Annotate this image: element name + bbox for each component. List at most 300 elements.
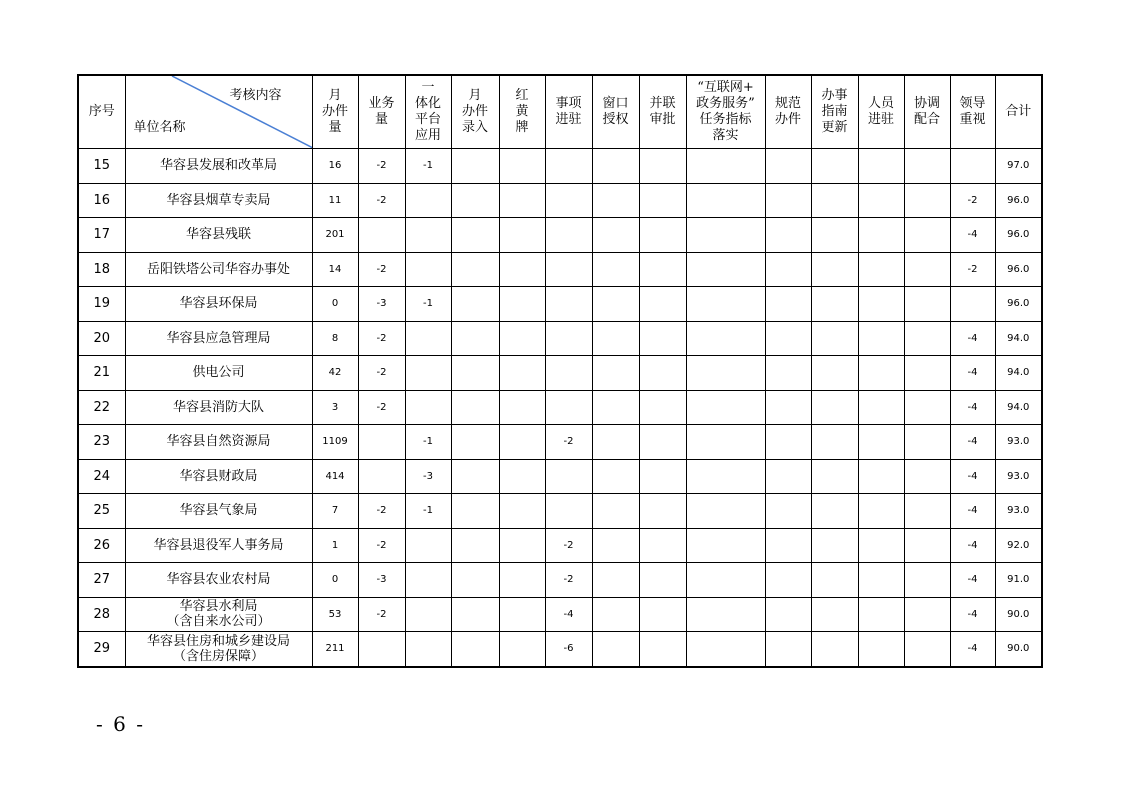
score-cell: 42 bbox=[312, 356, 358, 391]
score-cell bbox=[545, 390, 592, 425]
diagonal-line bbox=[126, 76, 313, 148]
row-index: 19 bbox=[78, 287, 125, 322]
score-cell bbox=[811, 321, 858, 356]
score-cell bbox=[858, 528, 904, 563]
column-header bbox=[995, 75, 1042, 149]
score-cell bbox=[451, 390, 499, 425]
diag-top-label: 考核内容 bbox=[229, 88, 282, 103]
score-cell bbox=[592, 390, 639, 425]
score-cell bbox=[639, 252, 686, 287]
score-cell: -2 bbox=[358, 356, 405, 391]
column-header-line: 黄 bbox=[515, 104, 529, 119]
score-cell bbox=[639, 356, 686, 391]
unit-name-line: 华容县环保局 bbox=[179, 296, 258, 312]
score-cell bbox=[904, 252, 950, 287]
row-index: 21 bbox=[78, 356, 125, 391]
score-cell bbox=[639, 425, 686, 460]
column-header-line: 协调 bbox=[913, 96, 940, 111]
total-cell: 94.0 bbox=[995, 356, 1042, 391]
column-header-line: “互联网+ bbox=[697, 80, 754, 95]
score-cell bbox=[765, 494, 811, 529]
score-cell: -4 bbox=[950, 425, 995, 460]
unit-name-line: 华容县发展和改革局 bbox=[159, 158, 277, 174]
score-cell bbox=[811, 597, 858, 632]
score-cell bbox=[639, 459, 686, 494]
score-cell: -3 bbox=[358, 287, 405, 322]
score-cell bbox=[686, 252, 765, 287]
score-cell bbox=[811, 425, 858, 460]
unit-name-cell bbox=[125, 425, 312, 460]
column-header-line: 量 bbox=[328, 120, 342, 135]
score-cell: -2 bbox=[358, 597, 405, 632]
unit-name-cell bbox=[125, 252, 312, 287]
score-cell bbox=[686, 321, 765, 356]
score-cell bbox=[405, 528, 451, 563]
unit-name-line: （含住房保障） bbox=[172, 648, 264, 664]
column-header bbox=[858, 75, 904, 149]
score-cell: -4 bbox=[950, 390, 995, 425]
score-cell bbox=[858, 459, 904, 494]
score-cell bbox=[592, 494, 639, 529]
score-cell bbox=[765, 528, 811, 563]
column-header bbox=[312, 75, 358, 149]
score-cell bbox=[811, 459, 858, 494]
score-cell bbox=[451, 218, 499, 253]
total-cell: 96.0 bbox=[995, 218, 1042, 253]
score-cell bbox=[686, 459, 765, 494]
unit-name-cell bbox=[125, 528, 312, 563]
column-header-line: 月 bbox=[328, 88, 342, 103]
score-cell bbox=[499, 459, 545, 494]
total-cell: 94.0 bbox=[995, 321, 1042, 356]
unit-name-cell bbox=[125, 218, 312, 253]
score-cell bbox=[686, 356, 765, 391]
score-cell bbox=[405, 597, 451, 632]
score-cell: 211 bbox=[312, 632, 358, 667]
total-cell: 90.0 bbox=[995, 632, 1042, 667]
score-cell bbox=[904, 632, 950, 667]
score-cell bbox=[904, 321, 950, 356]
row-index: 28 bbox=[78, 597, 125, 632]
score-cell bbox=[639, 563, 686, 598]
score-cell bbox=[639, 494, 686, 529]
score-cell bbox=[765, 597, 811, 632]
total-cell: 96.0 bbox=[995, 287, 1042, 322]
score-cell: 1 bbox=[312, 528, 358, 563]
unit-name-line: 华容县气象局 bbox=[179, 503, 258, 519]
score-cell bbox=[451, 425, 499, 460]
score-cell: -6 bbox=[545, 632, 592, 667]
score-cell bbox=[451, 563, 499, 598]
table-row bbox=[78, 252, 1042, 287]
score-cell bbox=[686, 183, 765, 218]
score-cell bbox=[405, 183, 451, 218]
unit-name-line: 华容县消防大队 bbox=[172, 399, 264, 415]
score-cell bbox=[545, 252, 592, 287]
score-cell bbox=[405, 218, 451, 253]
unit-name-line: 供电公司 bbox=[192, 365, 245, 381]
table-row bbox=[78, 390, 1042, 425]
score-cell: -2 bbox=[950, 252, 995, 287]
total-cell: 90.0 bbox=[995, 597, 1042, 632]
table-row bbox=[78, 321, 1042, 356]
score-cell bbox=[904, 528, 950, 563]
score-cell: -4 bbox=[950, 218, 995, 253]
row-index: 26 bbox=[78, 528, 125, 563]
column-header-line: 配合 bbox=[913, 112, 940, 127]
score-cell: -1 bbox=[405, 149, 451, 184]
table-row bbox=[78, 356, 1042, 391]
column-header bbox=[592, 75, 639, 149]
score-cell bbox=[950, 149, 995, 184]
unit-name-cell bbox=[125, 321, 312, 356]
score-cell bbox=[451, 459, 499, 494]
score-cell bbox=[592, 183, 639, 218]
score-cell bbox=[451, 183, 499, 218]
score-cell bbox=[499, 183, 545, 218]
row-index: 16 bbox=[78, 183, 125, 218]
column-header-line: 红 bbox=[515, 88, 529, 103]
score-cell bbox=[639, 597, 686, 632]
score-cell bbox=[451, 252, 499, 287]
score-cell bbox=[765, 459, 811, 494]
score-cell bbox=[765, 183, 811, 218]
column-header-line: 落实 bbox=[712, 128, 739, 143]
score-cell bbox=[405, 563, 451, 598]
score-cell bbox=[765, 218, 811, 253]
unit-name-cell bbox=[125, 632, 312, 667]
diagonal-header-cell bbox=[125, 75, 312, 149]
assessment-table bbox=[77, 74, 1043, 668]
column-header-line: 重视 bbox=[959, 112, 986, 127]
score-cell bbox=[592, 459, 639, 494]
table-header bbox=[78, 75, 1042, 149]
score-cell bbox=[765, 149, 811, 184]
score-cell bbox=[499, 563, 545, 598]
table-row bbox=[78, 425, 1042, 460]
score-cell bbox=[904, 149, 950, 184]
score-cell bbox=[451, 494, 499, 529]
score-cell bbox=[639, 632, 686, 667]
unit-name-cell bbox=[125, 356, 312, 391]
column-header-line: 办事 bbox=[821, 88, 848, 103]
score-cell bbox=[499, 356, 545, 391]
score-cell bbox=[545, 287, 592, 322]
column-header-line: 窗口 bbox=[602, 96, 629, 111]
score-cell bbox=[686, 494, 765, 529]
unit-name-line: 华容县财政局 bbox=[179, 468, 258, 484]
column-header bbox=[358, 75, 405, 149]
column-header bbox=[405, 75, 451, 149]
column-header-line: 人员 bbox=[867, 96, 894, 111]
score-cell bbox=[765, 321, 811, 356]
row-index: 15 bbox=[78, 149, 125, 184]
score-cell: -4 bbox=[545, 597, 592, 632]
score-cell bbox=[904, 287, 950, 322]
unit-name-line: 华容县住房和城乡建设局 bbox=[146, 633, 290, 649]
table-row bbox=[78, 597, 1042, 632]
score-cell: 3 bbox=[312, 390, 358, 425]
unit-name-line: 华容县残联 bbox=[185, 227, 251, 243]
score-cell bbox=[451, 287, 499, 322]
column-header-line: 合计 bbox=[1005, 104, 1032, 119]
column-header bbox=[451, 75, 499, 149]
score-cell bbox=[592, 563, 639, 598]
score-cell: -2 bbox=[358, 494, 405, 529]
row-index: 23 bbox=[78, 425, 125, 460]
score-cell bbox=[765, 252, 811, 287]
diagonal-stroke bbox=[172, 76, 313, 148]
score-cell bbox=[639, 321, 686, 356]
score-cell bbox=[811, 183, 858, 218]
score-cell bbox=[358, 425, 405, 460]
column-header-line: 月 bbox=[468, 88, 482, 103]
column-header-line: 进驻 bbox=[555, 112, 582, 127]
score-cell bbox=[765, 563, 811, 598]
index-header: 序号 bbox=[78, 75, 125, 149]
score-cell: -2 bbox=[358, 252, 405, 287]
score-cell bbox=[358, 218, 405, 253]
score-cell bbox=[499, 149, 545, 184]
score-cell bbox=[858, 252, 904, 287]
score-cell: 0 bbox=[312, 563, 358, 598]
score-cell bbox=[639, 149, 686, 184]
score-cell bbox=[904, 218, 950, 253]
score-cell bbox=[858, 563, 904, 598]
score-cell: -2 bbox=[358, 149, 405, 184]
column-header-line: 量 bbox=[374, 112, 388, 127]
column-header-line: 牌 bbox=[515, 120, 529, 135]
score-cell: -2 bbox=[545, 425, 592, 460]
score-cell bbox=[765, 632, 811, 667]
score-cell: 11 bbox=[312, 183, 358, 218]
score-cell bbox=[686, 218, 765, 253]
score-cell bbox=[545, 218, 592, 253]
score-cell bbox=[639, 287, 686, 322]
score-cell bbox=[765, 425, 811, 460]
score-cell: -3 bbox=[358, 563, 405, 598]
column-header-line: 办件 bbox=[774, 112, 801, 127]
score-cell bbox=[405, 252, 451, 287]
unit-name-line: （含自来水公司） bbox=[166, 614, 271, 630]
column-header-line: 业务 bbox=[368, 96, 395, 111]
score-cell bbox=[358, 459, 405, 494]
row-index: 17 bbox=[78, 218, 125, 253]
score-cell: -2 bbox=[358, 390, 405, 425]
total-cell: 96.0 bbox=[995, 183, 1042, 218]
score-cell bbox=[811, 252, 858, 287]
score-cell bbox=[592, 149, 639, 184]
score-cell bbox=[811, 563, 858, 598]
score-cell: -4 bbox=[950, 321, 995, 356]
score-cell bbox=[545, 183, 592, 218]
score-cell bbox=[592, 287, 639, 322]
score-cell bbox=[858, 321, 904, 356]
score-cell: -2 bbox=[545, 528, 592, 563]
column-header-line: 一 bbox=[421, 80, 435, 95]
diag-bottom-label: 单位名称 bbox=[133, 120, 186, 135]
score-cell: 7 bbox=[312, 494, 358, 529]
score-cell bbox=[545, 356, 592, 391]
row-index: 18 bbox=[78, 252, 125, 287]
score-cell bbox=[904, 183, 950, 218]
score-cell: -1 bbox=[405, 287, 451, 322]
score-cell bbox=[592, 425, 639, 460]
table-row bbox=[78, 218, 1042, 253]
score-cell bbox=[858, 597, 904, 632]
score-cell bbox=[499, 425, 545, 460]
unit-name-cell bbox=[125, 390, 312, 425]
score-cell bbox=[451, 528, 499, 563]
unit-name-line: 华容县水利局 bbox=[179, 599, 258, 615]
score-cell bbox=[499, 287, 545, 322]
score-cell bbox=[405, 632, 451, 667]
column-header-line: 授权 bbox=[602, 112, 629, 127]
score-cell: -2 bbox=[358, 321, 405, 356]
total-cell: 93.0 bbox=[995, 425, 1042, 460]
column-header-line: 任务指标 bbox=[699, 112, 752, 127]
column-header-line: 应用 bbox=[414, 128, 441, 143]
score-cell bbox=[686, 390, 765, 425]
column-header-line: 更新 bbox=[821, 120, 848, 135]
row-index: 29 bbox=[78, 632, 125, 667]
row-index: 24 bbox=[78, 459, 125, 494]
column-header bbox=[545, 75, 592, 149]
score-cell bbox=[686, 149, 765, 184]
score-cell bbox=[358, 632, 405, 667]
score-cell: -4 bbox=[950, 632, 995, 667]
score-cell bbox=[765, 287, 811, 322]
score-cell bbox=[765, 390, 811, 425]
score-cell bbox=[545, 321, 592, 356]
score-cell bbox=[499, 218, 545, 253]
score-cell: -1 bbox=[405, 494, 451, 529]
score-cell bbox=[765, 356, 811, 391]
score-cell bbox=[451, 597, 499, 632]
table-row bbox=[78, 632, 1042, 667]
score-cell bbox=[499, 528, 545, 563]
score-cell: 14 bbox=[312, 252, 358, 287]
score-cell bbox=[904, 390, 950, 425]
score-cell bbox=[950, 287, 995, 322]
score-cell: -4 bbox=[950, 528, 995, 563]
table-row bbox=[78, 183, 1042, 218]
column-header-line: 办件 bbox=[461, 104, 488, 119]
score-cell bbox=[858, 425, 904, 460]
score-cell bbox=[858, 390, 904, 425]
score-cell bbox=[592, 597, 639, 632]
score-cell: -2 bbox=[358, 183, 405, 218]
score-cell bbox=[451, 321, 499, 356]
score-cell bbox=[592, 528, 639, 563]
score-cell bbox=[592, 632, 639, 667]
score-cell bbox=[904, 563, 950, 598]
total-cell: 97.0 bbox=[995, 149, 1042, 184]
score-cell bbox=[639, 218, 686, 253]
score-cell: 53 bbox=[312, 597, 358, 632]
row-index: 22 bbox=[78, 390, 125, 425]
score-cell bbox=[686, 597, 765, 632]
score-cell bbox=[811, 528, 858, 563]
unit-name-cell bbox=[125, 563, 312, 598]
score-cell bbox=[639, 528, 686, 563]
column-header bbox=[499, 75, 545, 149]
column-header-line: 并联 bbox=[649, 96, 676, 111]
score-cell bbox=[904, 459, 950, 494]
score-cell: -4 bbox=[950, 597, 995, 632]
score-cell bbox=[592, 321, 639, 356]
score-cell bbox=[811, 632, 858, 667]
total-cell: 96.0 bbox=[995, 252, 1042, 287]
score-cell bbox=[499, 597, 545, 632]
score-cell: -4 bbox=[950, 459, 995, 494]
unit-name-line: 华容县自然资源局 bbox=[166, 434, 271, 450]
score-cell bbox=[451, 632, 499, 667]
column-header-line: 体化 bbox=[414, 96, 441, 111]
table-row bbox=[78, 287, 1042, 322]
score-cell bbox=[592, 252, 639, 287]
score-cell: -4 bbox=[950, 356, 995, 391]
table-row bbox=[78, 494, 1042, 529]
column-header-line: 办件 bbox=[321, 104, 348, 119]
score-cell bbox=[811, 287, 858, 322]
row-index: 25 bbox=[78, 494, 125, 529]
score-cell: 414 bbox=[312, 459, 358, 494]
score-cell bbox=[499, 494, 545, 529]
score-cell bbox=[639, 390, 686, 425]
score-cell: -4 bbox=[950, 563, 995, 598]
column-header bbox=[904, 75, 950, 149]
score-cell bbox=[811, 494, 858, 529]
score-cell bbox=[405, 390, 451, 425]
score-cell bbox=[811, 390, 858, 425]
score-cell bbox=[858, 218, 904, 253]
unit-name-line: 华容县烟草专卖局 bbox=[166, 192, 271, 208]
column-header bbox=[686, 75, 765, 149]
score-cell bbox=[545, 494, 592, 529]
column-header-line: 领导 bbox=[959, 96, 986, 111]
score-cell bbox=[499, 252, 545, 287]
score-cell bbox=[858, 183, 904, 218]
score-cell: -4 bbox=[950, 494, 995, 529]
score-cell: -3 bbox=[405, 459, 451, 494]
table-row bbox=[78, 459, 1042, 494]
unit-name-cell bbox=[125, 183, 312, 218]
score-cell bbox=[686, 632, 765, 667]
column-header-line: 指南 bbox=[821, 104, 848, 119]
column-header-line: 规范 bbox=[774, 96, 801, 111]
column-header-line: 事项 bbox=[555, 96, 582, 111]
score-cell bbox=[686, 425, 765, 460]
table-row bbox=[78, 149, 1042, 184]
score-cell bbox=[904, 494, 950, 529]
unit-name-line: 华容县农业农村局 bbox=[166, 572, 271, 588]
score-cell bbox=[686, 287, 765, 322]
total-cell: 93.0 bbox=[995, 459, 1042, 494]
score-cell bbox=[858, 632, 904, 667]
column-header bbox=[639, 75, 686, 149]
score-cell bbox=[686, 528, 765, 563]
score-cell bbox=[592, 218, 639, 253]
column-header-line: 平台 bbox=[414, 112, 441, 127]
score-cell bbox=[451, 356, 499, 391]
score-cell bbox=[858, 149, 904, 184]
score-cell: 1109 bbox=[312, 425, 358, 460]
unit-name-line: 岳阳铁塔公司华容办事处 bbox=[146, 261, 290, 277]
score-cell: -2 bbox=[950, 183, 995, 218]
column-header bbox=[765, 75, 811, 149]
score-cell bbox=[904, 425, 950, 460]
